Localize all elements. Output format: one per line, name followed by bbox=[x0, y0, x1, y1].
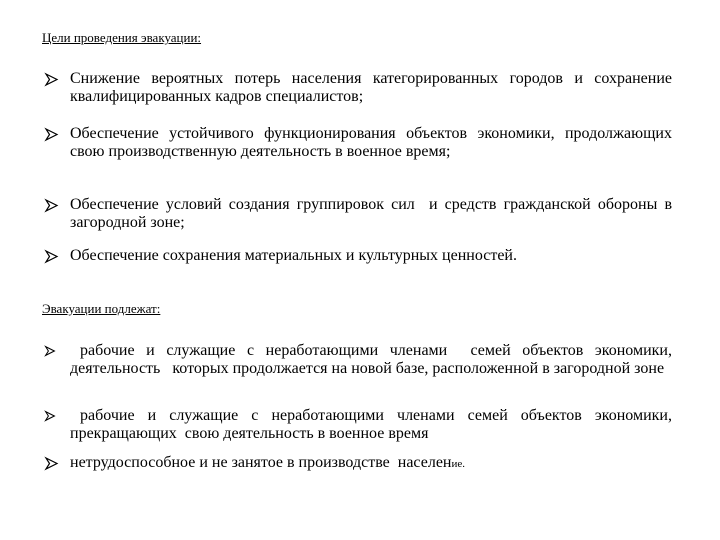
arrowhead-bullet-icon bbox=[44, 342, 70, 360]
list-item bbox=[44, 70, 672, 106]
list-item bbox=[44, 407, 676, 443]
list-item-text bbox=[70, 454, 672, 473]
list-item-text: Обеспечение условий создания группировок сил и средств гражданской обороны в загородной зоне; bbox=[70, 196, 676, 231]
list-item bbox=[44, 342, 676, 378]
list-item bbox=[44, 196, 676, 232]
list-item bbox=[44, 454, 672, 473]
list-item-text-main: нетрудоспособное и не занятое в производстве населен bbox=[70, 454, 452, 471]
arrowhead-bullet-icon bbox=[44, 70, 70, 88]
arrowhead-bullet-icon bbox=[44, 125, 70, 143]
heading-subject-to-evacuation: Эвакуации подлежат: bbox=[42, 301, 161, 316]
list-item-text-suffix: ие. bbox=[451, 458, 466, 470]
list-item-text: рабочие и служащие с неработающими членами семей объектов экономики, прекращающих свою деятельность в военное время bbox=[70, 407, 676, 442]
list-item-text: Снижение вероятных потерь населения категорированных городов и сохранение квалифицированных кадров специалистов; bbox=[70, 70, 672, 105]
list-item-text: рабочие и служащие с неработающими членами семей объектов экономики, деятельность которых продолжается на новой базе, расположенной в загородной зоне bbox=[70, 342, 676, 377]
list-item bbox=[44, 125, 672, 161]
arrowhead-bullet-icon bbox=[44, 454, 70, 472]
list-item-text: Обеспечение устойчивого функционирования объектов экономики, продолжающих свою производственную деятельность в военное время; bbox=[70, 125, 672, 160]
list-item-text: Обеспечение сохранения материальных и культурных ценностей. bbox=[70, 247, 517, 264]
arrowhead-bullet-icon bbox=[44, 407, 70, 425]
arrowhead-bullet-icon bbox=[44, 196, 70, 214]
list-item bbox=[44, 247, 672, 265]
arrowhead-bullet-icon bbox=[44, 247, 70, 265]
heading-evacuation-goals: Цели проведения эвакуации: bbox=[42, 30, 202, 45]
